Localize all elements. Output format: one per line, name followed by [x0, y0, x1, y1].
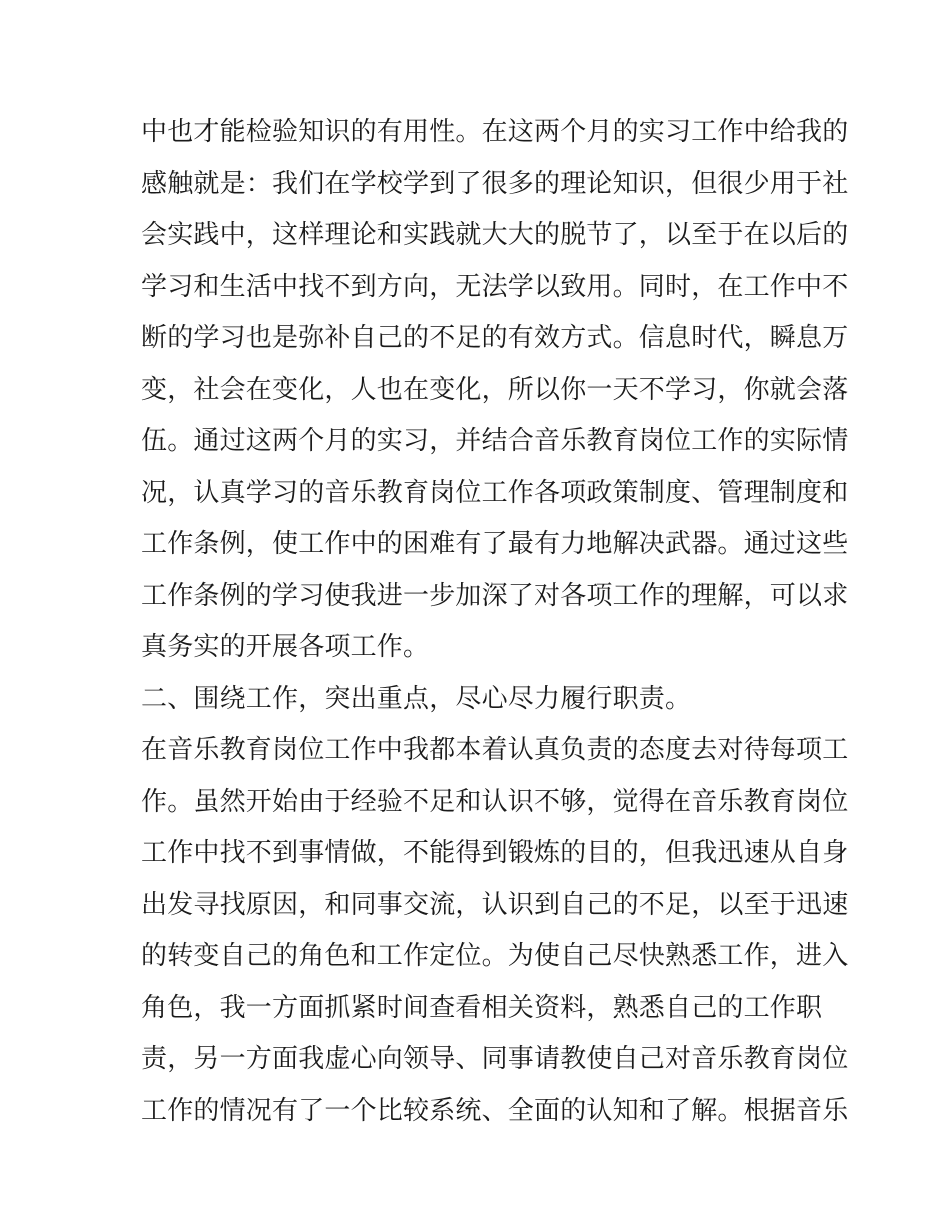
text-line: 作。虽然开始由于经验不足和认识不够，觉得在音乐教育岗位	[141, 786, 849, 817]
body-text	[141, 107, 849, 1137]
text-line: 工作条例的学习使我进一步加深了对各项工作的理解，可以求	[141, 580, 849, 611]
text-line: 工作的情况有了一个比较系统、全面的认知和了解。根据音乐	[141, 1095, 849, 1126]
text-line: 伍。通过这两个月的实习，并结合音乐教育岗位工作的实际情	[141, 426, 849, 456]
text-line: 会实践中，这样理论和实践就大大的脱节了，以至于在以后的	[141, 220, 849, 250]
text-line: 出发寻找原因，和同事交流，认识到自己的不足，以至于迅速	[141, 889, 849, 920]
text-line: 真务实的开展各项工作。	[141, 632, 430, 662]
text-line: 况，认真学习的音乐教育岗位工作各项政策制度、管理制度和	[141, 477, 849, 508]
section-heading: 二、围绕工作，突出重点，尽心尽力履行职责。	[141, 683, 692, 714]
text-line: 在音乐教育岗位工作中我都本着认真负责的态度去对待每项工	[141, 735, 849, 765]
text-line: 工作条例，使工作中的困难有了最有力地解决武器。通过这些	[141, 529, 849, 559]
text-line: 的转变自己的角色和工作定位。为使自己尽快熟悉工作，进入	[141, 941, 849, 971]
text-line: 感触就是：我们在学校学到了很多的理论知识，但很少用于社	[141, 168, 849, 199]
text-line: 断的学习也是弥补自己的不足的有效方式。信息时代，瞬息万	[141, 323, 849, 353]
text-line: 学习和生活中找不到方向，无法学以致用。同时，在工作中不	[141, 271, 849, 302]
text-line: 责，另一方面我虚心向领导、同事请教使自己对音乐教育岗位	[141, 1044, 849, 1074]
text-line: 工作中找不到事情做，不能得到锻炼的目的，但我迅速从自身	[141, 838, 849, 868]
text-line: 变，社会在变化，人也在变化，所以你一天不学习，你就会落	[141, 374, 849, 405]
text-line: 中也才能检验知识的有用性。在这两个月的实习工作中给我的	[141, 117, 849, 147]
text-line: 角色，我一方面抓紧时间查看相关资料，熟悉自己的工作职	[141, 992, 823, 1023]
